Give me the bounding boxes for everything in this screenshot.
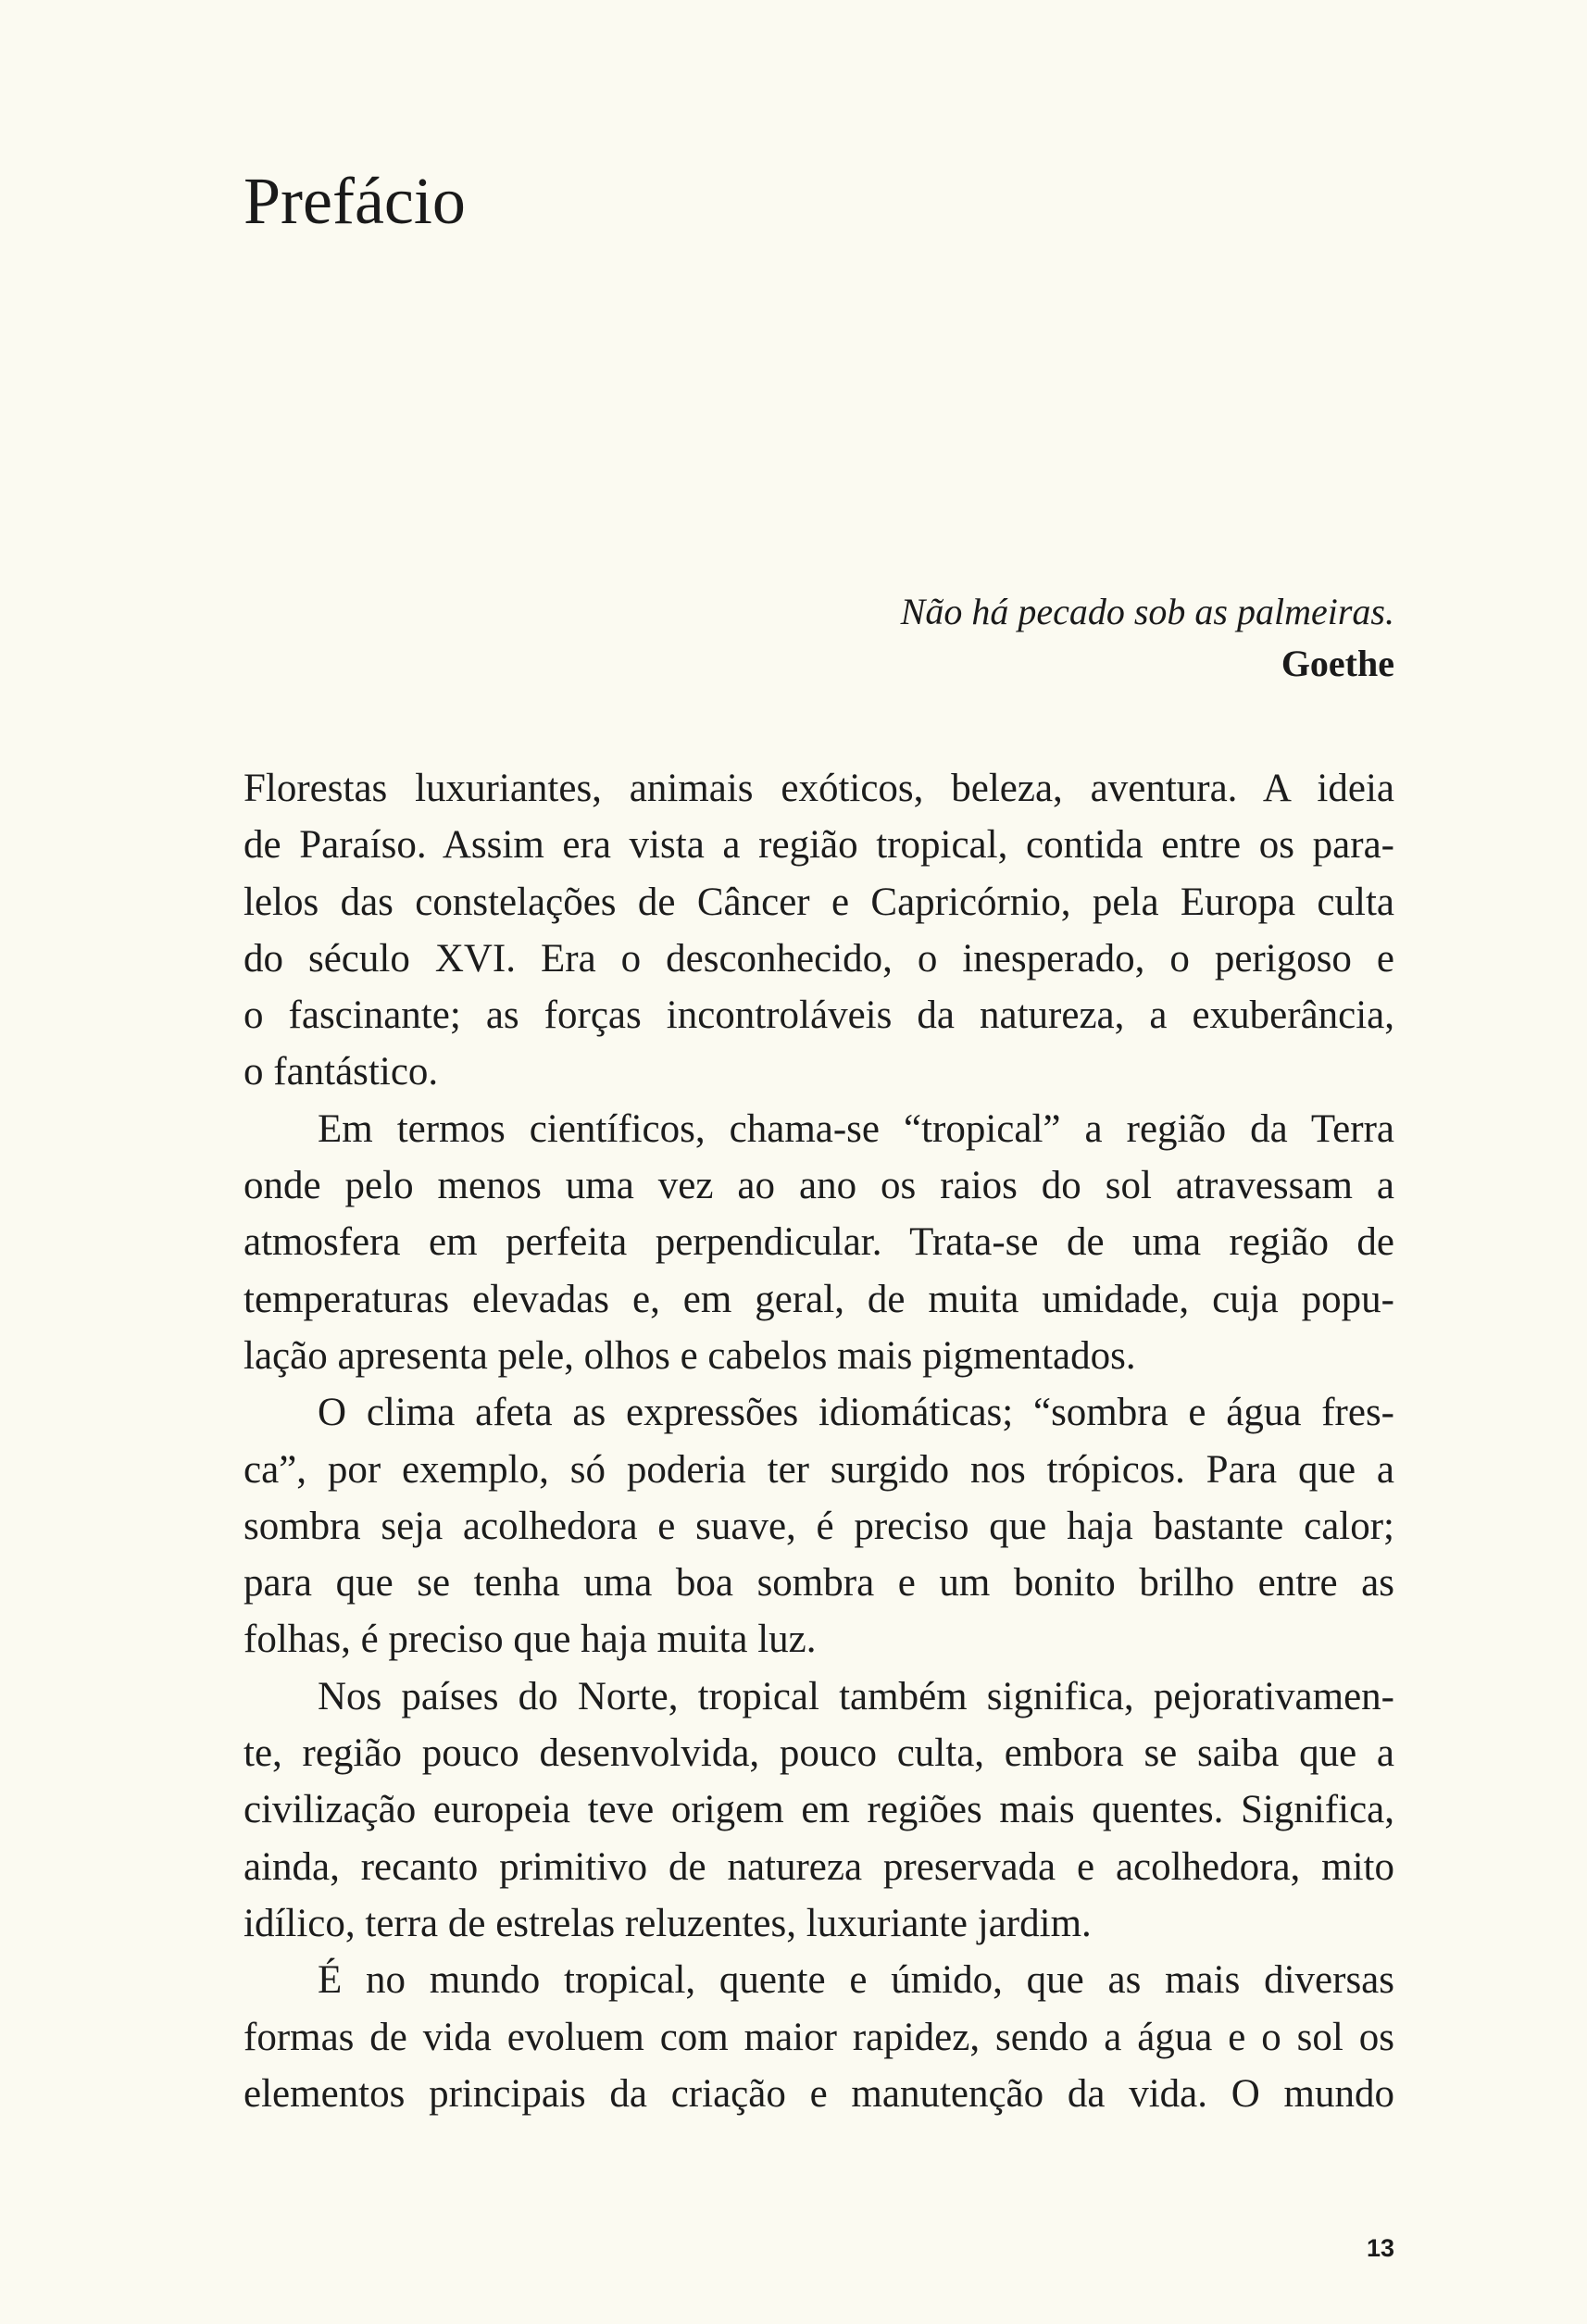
text-line: É no mundo tropical, quente e úmido, que as mais diversas [318,1958,1394,2003]
paragraph [244,760,1394,1101]
page-number: 13 [1366,2234,1394,2262]
text-line: do século XVI. Era o desconhecido, o inesperado, o perigoso e [244,936,1394,981]
text-line: lação apresenta pele, olhos e cabelos mais pigmentados. [244,1333,1136,1378]
text-line: o fantástico. [244,1050,439,1094]
text-line: de Paraíso. Assim era vista a região tropical, contida entre os para- [244,823,1394,868]
paragraph [244,1952,1394,2122]
paragraph [244,1668,1394,1952]
text-line: O clima afeta as expressões idiomáticas; “sombra e água fres- [318,1391,1394,1435]
text-line: ca”, por exemplo, só poderia ter surgido nos trópicos. Para que a [244,1447,1394,1492]
epigraph-author: Goethe [1281,643,1394,684]
text-line: para que se tenha uma boa sombra e um bonito brilho entre as [244,1561,1394,1606]
text-line: onde pelo menos uma vez ao ano os raios do sol atravessam a [244,1164,1394,1208]
text-line: civilização europeia teve origem em regiões mais quentes. Significa, [244,1788,1394,1832]
text-line: elementos principais da criação e manutenção da vida. O mundo [244,2071,1394,2116]
epigraph-quote: Não há pecado sob as palmeiras. [900,591,1394,632]
text-line: Florestas luxuriantes, animais exóticos, beleza, aventura. A ideia [244,767,1394,810]
text-line: o fascinante; as forças incontroláveis da natureza, a exuberância, [244,993,1394,1038]
text-line: te, região pouco desenvolvida, pouco culta, embora se saiba que a [244,1731,1394,1776]
text-line: Em termos científicos, chama-se “tropical” a região da Terra [318,1106,1394,1151]
text-line: formas de vida evoluem com maior rapidez, sendo a água e o sol os [244,2015,1394,2059]
chapter-title: Prefácio [244,164,466,238]
body-text [244,760,1394,2122]
text-line: temperaturas elevadas e, em geral, de muita umidade, cuja popu- [244,1277,1394,1321]
text-line: ainda, recanto primitivo de natureza preservada e acolhedora, mito [244,1844,1394,1889]
paragraph [244,1384,1394,1668]
text-line: sombra seja acolhedora e suave, é preciso que haja bastante calor; [244,1504,1394,1548]
text-line: folhas, é preciso que haja muita luz. [244,1618,817,1662]
text-line: Nos países do Norte, tropical também significa, pejorativamen- [318,1674,1394,1718]
paragraph [244,1101,1394,1384]
text-line: idílico, terra de estrelas reluzentes, luxuriante jardim. [244,1901,1092,1945]
epigraph [901,586,1394,690]
text-line: lelos das constelações de Câncer e Capricórnio, pela Europa culta [244,880,1394,924]
text-line: atmosfera em perfeita perpendicular. Trata-se de uma região de [244,1220,1394,1265]
